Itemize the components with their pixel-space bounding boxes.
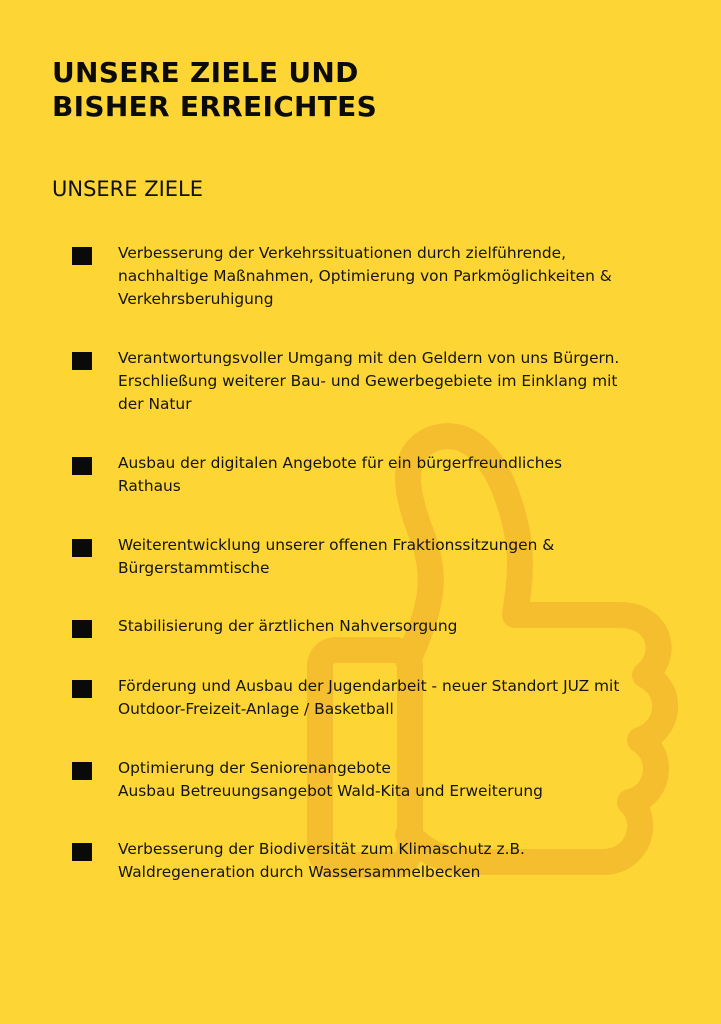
page-title-line-1: UNSERE ZIELE UND [52, 56, 359, 89]
goal-text [118, 757, 678, 803]
goal-text [118, 534, 678, 580]
square-bullet-icon [72, 352, 92, 370]
goal-line: Waldregeneration durch Wassersammelbecken [118, 863, 481, 881]
goal-line: Rathaus [118, 477, 181, 495]
goal-line: Stabilisierung der ärztlichen Nahversorgung [118, 617, 458, 635]
square-bullet-icon [72, 539, 92, 557]
goal-text [118, 675, 678, 721]
square-bullet-icon [72, 680, 92, 698]
square-bullet-icon [72, 843, 92, 861]
goal-line: Bürgerstammtische [118, 559, 270, 577]
square-bullet-icon [72, 762, 92, 780]
goal-line: Outdoor-Freizeit-Anlage / Basketball [118, 700, 394, 718]
goal-line: Verkehrsberuhigung [118, 290, 274, 308]
goal-text [118, 452, 678, 498]
goal-line: Verbesserung der Verkehrssituationen durch zielführende, [118, 244, 566, 262]
goal-line: Weiterentwicklung unserer offenen Fraktionssitzungen & [118, 536, 555, 554]
square-bullet-icon [72, 457, 92, 475]
goal-line: Erschließung weiterer Bau- und Gewerbegebiete im Einklang mit [118, 372, 618, 390]
goal-line: Verbesserung der Biodiversität zum Klimaschutz z.B. [118, 840, 525, 858]
goal-line: nachhaltige Maßnahmen, Optimierung von Parkmöglichkeiten & [118, 267, 612, 285]
goal-text [118, 615, 678, 638]
goal-line: Ausbau Betreuungsangebot Wald-Kita und Erweiterung [118, 782, 543, 800]
square-bullet-icon [72, 620, 92, 638]
goal-line: Ausbau der digitalen Angebote für ein bürgerfreundliches [118, 454, 562, 472]
goal-line: der Natur [118, 395, 192, 413]
goal-text [118, 838, 678, 884]
goal-text [118, 347, 678, 416]
goal-text [118, 242, 678, 311]
square-bullet-icon [72, 247, 92, 265]
section-heading: UNSERE ZIELE [52, 177, 204, 201]
goal-line: Optimierung der Seniorenangebote [118, 759, 391, 777]
goal-line: Förderung und Ausbau der Jugendarbeit - neuer Standort JUZ mit [118, 677, 620, 695]
goal-line: Verantwortungsvoller Umgang mit den Geldern von uns Bürgern. [118, 349, 620, 367]
page-title-line-2: BISHER ERREICHTES [52, 90, 378, 123]
